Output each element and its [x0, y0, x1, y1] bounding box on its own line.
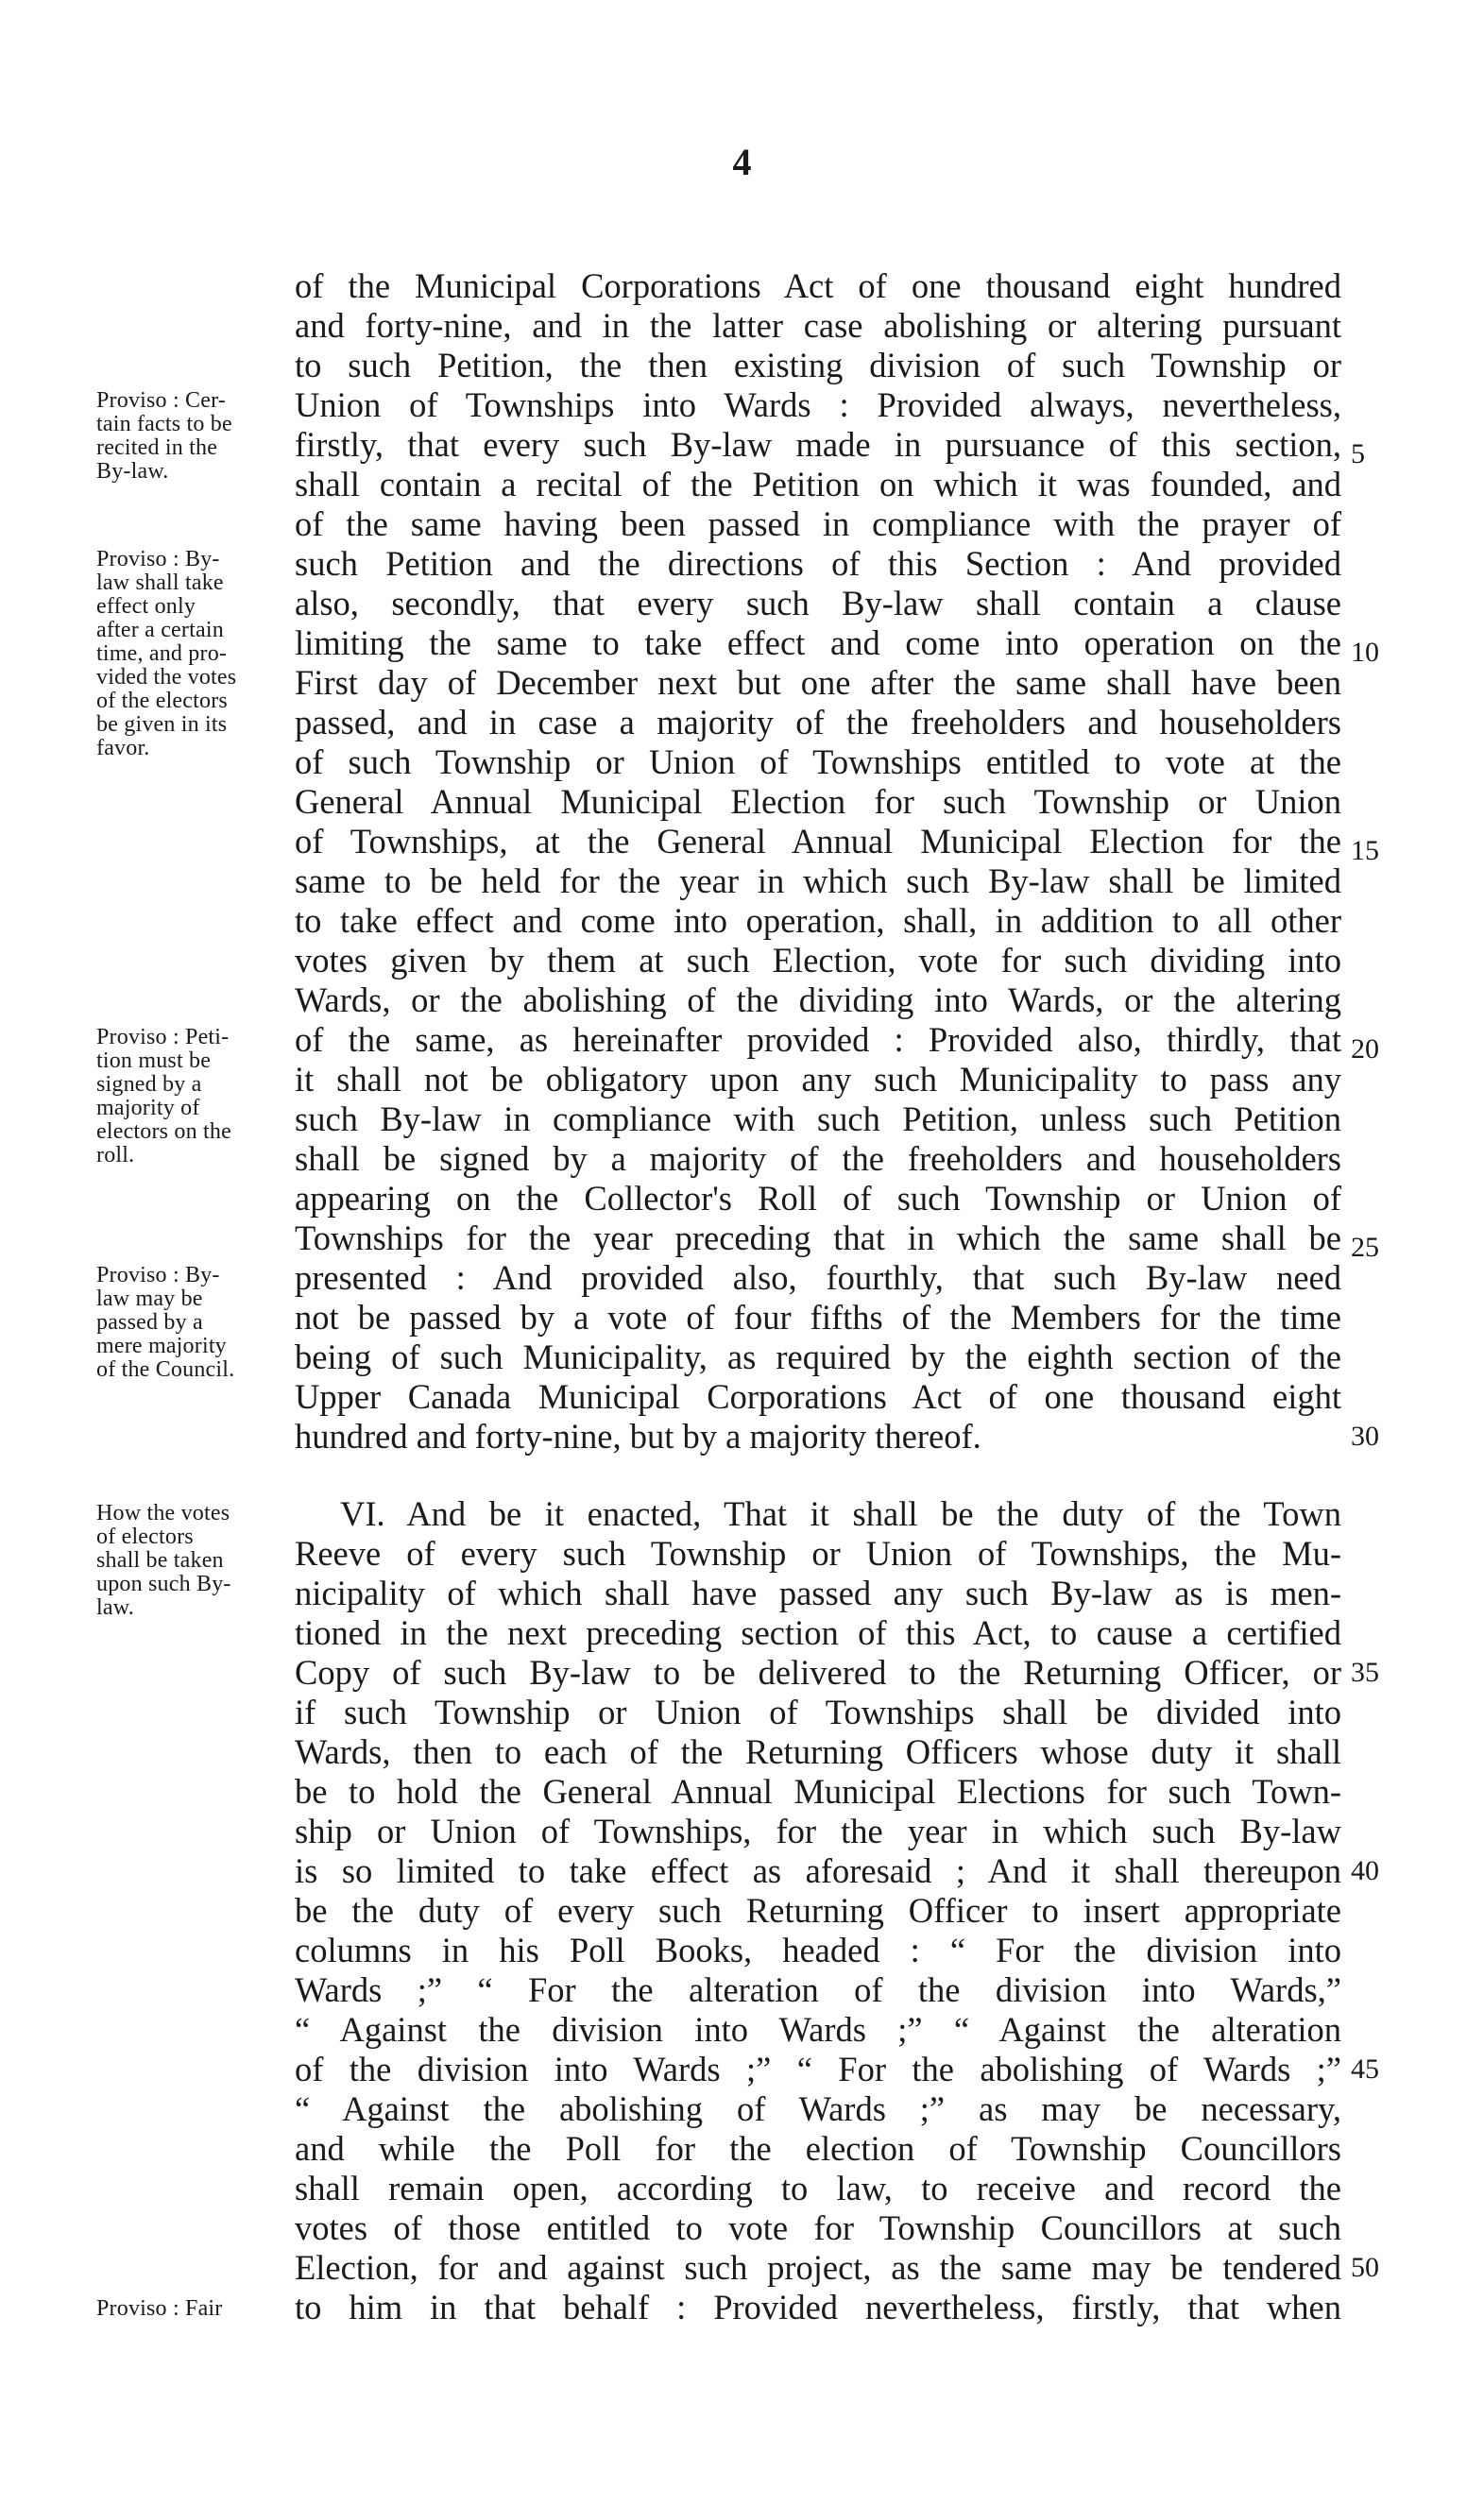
body-line: passed, and in case a majority of the freeholders and householders [295, 703, 1341, 741]
body-line: nicipality of which shall have passed any such By-law as is men- [295, 1574, 1341, 1612]
page-number: 4 [732, 141, 752, 183]
body-line: not be passed by a vote of four fifths of the Members for the time [295, 1298, 1341, 1337]
margin-note-majority [96, 1264, 285, 1382]
margin-note-line: time, and pro- [96, 641, 228, 666]
line-number: 5 [1351, 438, 1365, 469]
body-line: Wards ;” “ For the alteration of the division into Wards,” [295, 1970, 1341, 2009]
margin-note-line: law may be [96, 1287, 203, 1311]
body-line: Townships for the year preceding that in which the same shall be [295, 1218, 1341, 1257]
body-line: Copy of such By-law to be delivered to the Returning Officer, or [295, 1653, 1341, 1692]
body-line: “ Against the abolishing of Wards ;” as may be necessary, [295, 2089, 1341, 2128]
body-line: is so limited to take effect as aforesaid ; And it shall thereupon [295, 1851, 1341, 1890]
body-line: appearing on the Collector's Roll of such Township or Union of [295, 1179, 1341, 1218]
body-line: of the division into Wards ;” “ For the abolishing of Wards ;” [295, 2050, 1341, 2088]
body-line: to him in that behalf : Provided nevertheless, firstly, that when [295, 2288, 1341, 2326]
body-line: of Townships, at the General Annual Municipal Election for the [295, 822, 1341, 861]
margin-note-line: majority of [96, 1096, 200, 1120]
line-number: 35 [1351, 1657, 1379, 1688]
margin-note-line: favor. [96, 736, 150, 760]
body-line: ship or Union of Townships, for the year in which such By-law [295, 1812, 1341, 1850]
body-line: of the Municipal Corporations Act of one thousand eight hundred [295, 266, 1341, 305]
margin-note-votes [96, 1502, 285, 1620]
body-line: being of such Municipality, as required by the eighth section of the [295, 1338, 1341, 1376]
body-line: Union of Townships into Wards : Provided always, nevertheless, [295, 385, 1341, 424]
margin-note-line: tion must be [96, 1048, 212, 1073]
body-line: General Annual Municipal Election for such Township or Union [295, 782, 1341, 821]
body-line: same to be held for the year in which such By-law shall be limited [295, 861, 1341, 900]
body-line: of the same having been passed in compliance with the prayer of [295, 504, 1341, 543]
section-heading-line: VI. And be it enacted, That it shall be the duty of the Town [340, 1494, 1341, 1533]
margin-note-line: By-law. [96, 459, 169, 484]
body-line: First day of December next but one after the same shall have been [295, 663, 1341, 702]
line-number: 30 [1351, 1421, 1379, 1452]
margin-note-line: Proviso : Fair [96, 2296, 223, 2321]
body-line: if such Township or Union of Townships shall be divided into [295, 1693, 1341, 1731]
margin-note-line: of the electors [96, 689, 228, 713]
margin-note-line: electors on the [96, 1119, 231, 1144]
body-line: it shall not be obligatory upon any such Municipality to pass any [295, 1060, 1341, 1099]
body-line: votes of those entitled to vote for Township Councillors at such [295, 2208, 1341, 2247]
margin-note-recital [96, 389, 285, 484]
body-line: shall remain open, according to law, to receive and record the [295, 2169, 1341, 2207]
body-line: columns in his Poll Books, headed : “ For the division into [295, 1931, 1341, 1969]
margin-note-line: recited in the [96, 435, 218, 460]
margin-note-line: upon such By- [96, 1572, 231, 1596]
margin-note-line: law. [96, 1595, 134, 1620]
body-line: such By-law in compliance with such Petition, unless such Petition [295, 1099, 1341, 1138]
margin-note-line: Proviso : Cer- [96, 388, 226, 413]
body-line: votes given by them at such Election, vote for such dividing into [295, 941, 1341, 980]
body-line: Upper Canada Municipal Corporations Act of one thousand eight [295, 1377, 1341, 1416]
margin-note-line: Proviso : By- [96, 547, 220, 571]
margin-note-line: of the Council. [96, 1357, 235, 1382]
margin-note-line: shall be taken [96, 1548, 224, 1573]
margin-note-fair [96, 2297, 285, 2321]
line-number: 50 [1351, 2252, 1379, 2283]
body-line: “ Against the division into Wards ;” “ Against the alteration [295, 2010, 1341, 2049]
body-line: and while the Poll for the election of Township Councillors [295, 2129, 1341, 2168]
body-line: limiting the same to take effect and come into operation on the [295, 623, 1341, 662]
line-number: 45 [1351, 2053, 1379, 2085]
margin-note-line: Proviso : Peti- [96, 1025, 230, 1049]
body-line: be the duty of every such Returning Officer to insert appropriate [295, 1891, 1341, 1930]
margin-note-line: tain facts to be [96, 412, 232, 436]
body-line: of the same, as hereinafter provided : Provided also, thirdly, that [295, 1020, 1341, 1059]
body-line: also, secondly, that every such By-law shall contain a clause [295, 584, 1341, 622]
margin-note-line: signed by a [96, 1072, 202, 1097]
line-number: 25 [1351, 1232, 1379, 1263]
body-line: hundred and forty-nine, but by a majority thereof. [295, 1417, 981, 1456]
body-line: of such Township or Union of Townships entitled to vote at the [295, 742, 1341, 781]
margin-note-line: effect only [96, 594, 196, 619]
margin-note-line: How the votes [96, 1501, 230, 1525]
margin-note-line: of electors [96, 1525, 194, 1549]
margin-note-line: roll. [96, 1143, 135, 1167]
margin-note-line: be given in its [96, 712, 228, 737]
line-number: 10 [1351, 637, 1379, 668]
body-line: presented : And provided also, fourthly, that such By-law need [295, 1258, 1341, 1297]
line-number: 40 [1351, 1855, 1379, 1886]
margin-note-line: vided the votes [96, 665, 237, 690]
body-line: tioned in the next preceding section of this Act, to cause a certified [295, 1613, 1341, 1652]
margin-note-line: Proviso : By- [96, 1263, 220, 1287]
margin-note-line: law shall take [96, 571, 224, 595]
margin-note-effect [96, 548, 285, 760]
body-line: Wards, then to each of the Returning Officers whose duty it shall [295, 1732, 1341, 1771]
margin-note-line: after a certain [96, 618, 224, 642]
body-line: Reeve of every such Township or Union of Townships, the Mu- [295, 1534, 1341, 1573]
body-line: be to hold the General Annual Municipal Elections for such Town- [295, 1772, 1341, 1811]
body-line: firstly, that every such By-law made in pursuance of this section, [295, 425, 1341, 464]
body-line: shall be signed by a majority of the freeholders and householders [295, 1139, 1341, 1178]
body-line: to such Petition, the then existing division of such Township or [295, 346, 1341, 384]
line-number: 15 [1351, 835, 1379, 866]
body-line: such Petition and the directions of this Section : And provided [295, 544, 1341, 583]
body-line: and forty-nine, and in the latter case abolishing or altering pursuant [295, 306, 1341, 345]
line-number: 20 [1351, 1033, 1379, 1065]
margin-note-petition [96, 1026, 285, 1167]
body-line: to take effect and come into operation, shall, in addition to all other [295, 901, 1341, 940]
margin-note-line: mere majority [96, 1334, 227, 1358]
body-line: Election, for and against such project, as the same may be tendered [295, 2248, 1341, 2287]
body-line: shall contain a recital of the Petition on which it was founded, and [295, 465, 1341, 503]
margin-note-line: passed by a [96, 1310, 203, 1335]
body-line: Wards, or the abolishing of the dividing into Wards, or the altering [295, 980, 1341, 1019]
